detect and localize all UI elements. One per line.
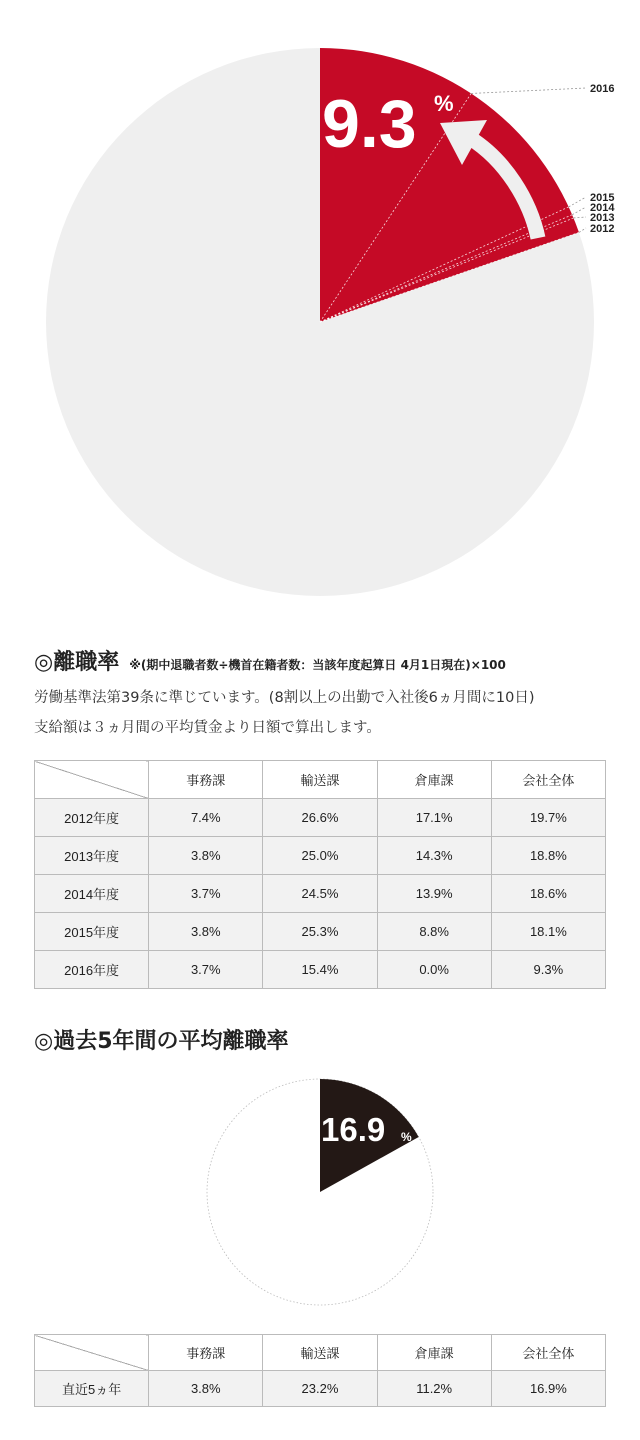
pie-leader-line [471, 88, 586, 93]
table-cell: 17.1% [377, 799, 491, 837]
description-line-1: 労働基準法第39条に準じています。(8割以上の出勤で入社後6ヵ月間に10日) [34, 690, 535, 706]
table-row [35, 837, 606, 875]
row-label: 直近5ヵ年 [35, 1371, 149, 1407]
pie-year-label: 2012 [590, 223, 615, 235]
pie-leader-line [569, 197, 586, 207]
column-header: 会社全体 [491, 761, 605, 799]
table-row [35, 913, 606, 951]
row-label: 2016年度 [35, 951, 149, 989]
avg-pie-value: 16.9 [321, 1111, 386, 1148]
description-line-2: 支給額は３ヵ月間の平均賃金より日額で算出します。 [34, 720, 381, 736]
column-header: 会社全体 [491, 1335, 605, 1371]
row-label: 2012年度 [35, 799, 149, 837]
turnover-rate-table [34, 760, 606, 989]
pie-highlight-value: 9.3 [322, 86, 417, 162]
table-corner-cell [35, 1335, 149, 1371]
table-row [35, 1371, 606, 1407]
table-cell: 18.1% [491, 913, 605, 951]
table-cell: 23.2% [263, 1371, 377, 1407]
pie-year-label: 2014 [590, 202, 615, 214]
table-cell: 3.8% [149, 837, 263, 875]
table-cell: 9.3% [491, 951, 605, 989]
table-cell: 8.8% [377, 913, 491, 951]
pie-year-label: 2016 [590, 83, 615, 95]
pie-highlight-unit: % [434, 91, 454, 116]
table-cell: 19.7% [491, 799, 605, 837]
table-cell: 13.9% [377, 875, 491, 913]
table-cell: 3.8% [149, 913, 263, 951]
row-label: 2015年度 [35, 913, 149, 951]
table-cell: 18.6% [491, 875, 605, 913]
formula-note: ※(期中退職者数÷機首在籍者数：当該年度起算日 4月1日現在)×100 [129, 658, 506, 672]
column-header: 輸送課 [263, 761, 377, 799]
section-title-average: ◎過去5年間の平均離職率 [34, 1029, 289, 1054]
table-row [35, 951, 606, 989]
pie-year-label: 2015 [590, 192, 615, 204]
table-cell: 15.4% [263, 951, 377, 989]
column-header: 事務課 [149, 761, 263, 799]
table-cell: 3.8% [149, 1371, 263, 1407]
average-rate-table [34, 1334, 606, 1407]
table-header-row [35, 1335, 606, 1371]
avg-pie-unit: % [401, 1130, 412, 1144]
table-cell: 16.9% [491, 1371, 605, 1407]
table-cell: 14.3% [377, 837, 491, 875]
row-label: 2014年度 [35, 875, 149, 913]
table-cell: 24.5% [263, 875, 377, 913]
table-header-row [35, 761, 606, 799]
pie-year-label: 2013 [590, 212, 615, 224]
table-cell: 7.4% [149, 799, 263, 837]
section-title-text: ◎離職率 [34, 650, 120, 675]
row-label: 2013年度 [35, 837, 149, 875]
table-cell: 25.0% [263, 837, 377, 875]
column-header: 輸送課 [263, 1335, 377, 1371]
table-cell: 11.2% [377, 1371, 491, 1407]
table-cell: 3.7% [149, 951, 263, 989]
table-row [35, 799, 606, 837]
table-cell: 25.3% [263, 913, 377, 951]
section-title-turnover [34, 645, 506, 676]
column-header: 倉庫課 [377, 761, 491, 799]
pie-leader-line [573, 217, 586, 218]
column-header: 事務課 [149, 1335, 263, 1371]
column-header: 倉庫課 [377, 1335, 491, 1371]
table-cell: 18.8% [491, 837, 605, 875]
table-cell: 26.6% [263, 799, 377, 837]
pie-leader-line [572, 207, 586, 215]
table-corner-cell [35, 761, 149, 799]
turnover-pie-chart [0, 0, 640, 600]
table-cell: 3.7% [149, 875, 263, 913]
pie-leader-line [579, 228, 586, 232]
table-cell: 0.0% [377, 951, 491, 989]
table-row [35, 875, 606, 913]
average-turnover-pie-chart [200, 1075, 440, 1315]
